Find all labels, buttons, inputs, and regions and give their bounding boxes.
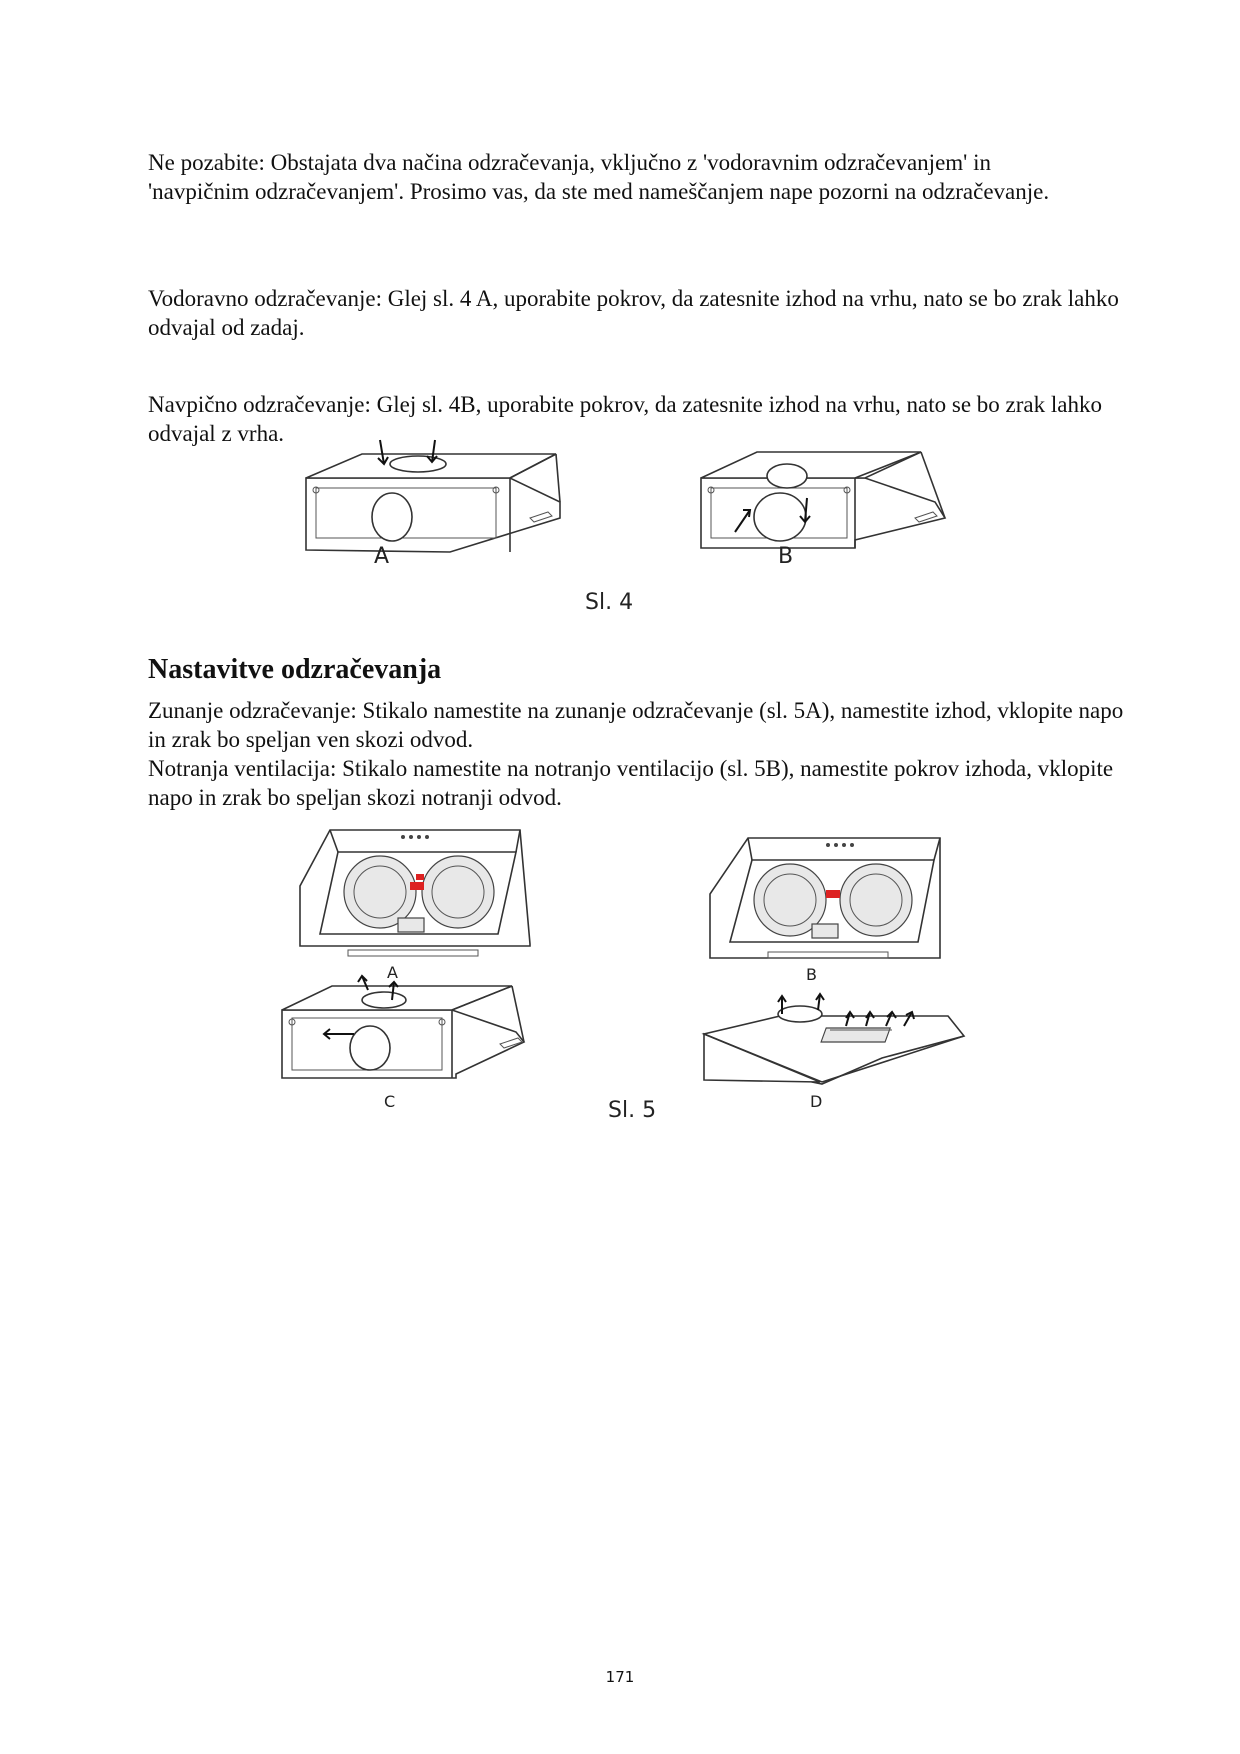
figure-4-caption: Sl. 4 [585,590,634,615]
note-paragraph: Ne pozabite: Obstajata dva načina odzračevanja, vključno z 'vodoravnim odzračevanjem' in 'navpičnim odzračevanjem'. Prosimo vas, da ste med nameščanjem nape pozorni na odzračevanje. [148,150,1050,204]
internal-ventilation-paragraph: Notranja ventilacija: Stikalo namestite na notranjo ventilacijo (sl. 5B), namestite pokrov izhoda, vklopite napo in zrak bo speljan skozi notranji odvod. [148,756,1114,810]
figure-5-label-c: C [384,1092,396,1111]
hood-figure-4a [300,440,560,555]
vertical-venting-paragraph: Navpično odzračevanje: Glej sl. 4B, uporabite pokrov, da zatesnite izhod na vrhu, nato se bo zrak lahko odvajal z vrha. [148,392,1102,446]
figure-5-caption: Sl. 5 [608,1098,657,1123]
figure-5-label-d: D [810,1092,823,1111]
figure-5-label-a: A [387,963,398,982]
figure-4-label-b: B [778,544,794,569]
external-venting-paragraph: Zunanje odzračevanje: Stikalo namestite na zunanje odzračevanje (sl. 5A), namestite izhod, vklopite napo in zrak bo speljan ven skozi odvod. [148,698,1124,752]
hood-figure-5d [702,990,966,1084]
hood-underside-figure-5a [298,826,530,956]
hood-underside-figure-5b [708,834,940,964]
horizontal-venting-paragraph: Vodoravno odzračevanje: Glej sl. 4 A, uporabite pokrov, da zatesnite izhod na vrhu, nato se bo zrak lahko odvajal od zadaj. [148,286,1119,340]
figure-4-label-a: A [374,544,390,569]
hood-figure-5c [280,982,544,1082]
hood-figure-4b [695,440,955,555]
page-number: 171 [605,1668,635,1686]
section-heading: Nastavitve odzračevanja [148,654,442,685]
figure-5-label-b: B [806,965,817,984]
